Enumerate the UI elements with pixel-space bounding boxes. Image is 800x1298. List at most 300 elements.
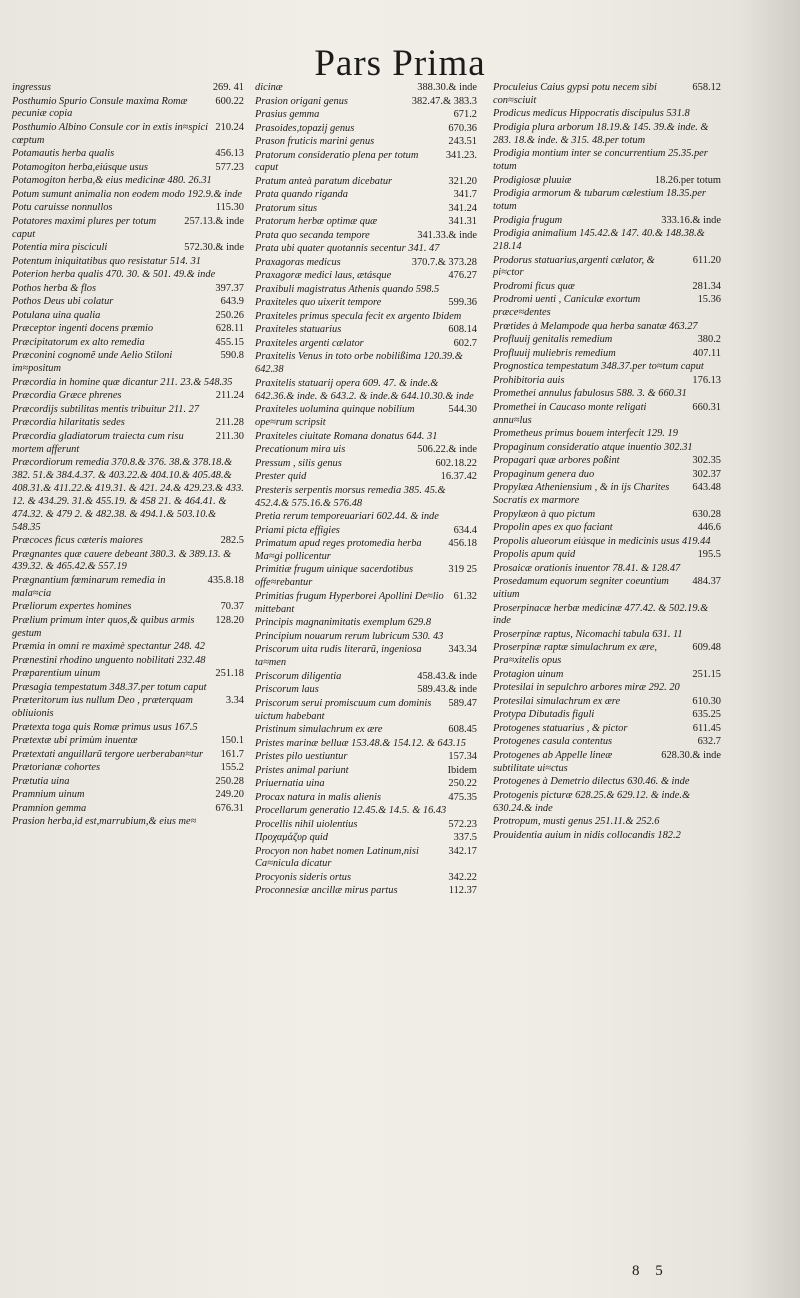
entry-text: Protypa Dibutadis figuli [493,709,595,721]
entry-text: Προχαμάζυρ quid [255,832,328,844]
page-reference: 630.28 [692,508,721,520]
entry-text: Propolis apum quid [493,549,576,561]
index-entry [255,684,477,697]
folio-number: 8 5 [632,1263,669,1279]
index-entry [12,735,244,748]
page-reference: 608.45 [448,724,477,736]
entry-text: Prasoides,topazij genus [255,122,355,134]
page-reference: 380.2 [697,334,721,346]
index-entry [493,321,721,334]
index-entry [493,188,721,214]
entry-text: Propylæa Atheniensium , & in ijs Charites Socratis ex marmore [493,482,670,507]
entry-text: Prodromi uenti , Caniculæ exortum præce≈dentes [493,294,641,319]
entry-text: Protogenes ab Appelle lineæ subtilitate ui≈ctus [493,749,613,774]
index-entry [493,576,721,602]
index-entry [255,243,477,256]
index-entry [12,242,244,255]
index-entry [255,846,477,872]
page-reference: 211.28 [215,417,244,429]
index-entry [12,641,244,654]
page-reference: 435.8.18 [207,574,244,586]
index-entry [12,350,244,376]
index-entry [12,803,244,816]
page-reference: 456.13 [215,148,244,160]
entry-text: Pristes pilo uestiuntur [255,751,348,763]
entry-text: Promethei annulus fabulosus 588. 3. & 660.31 [493,388,687,400]
page-reference: 602.18.22 [435,457,477,469]
page-reference: 634.4 [453,524,477,536]
entry-text: Pristinum simulachrum ex ære [255,724,383,736]
index-entry [12,695,244,721]
index-entry [255,617,477,630]
entry-text: Precationum mira uis [255,444,346,456]
index-entry [493,148,721,174]
entry-text: Prognostica tempestatum 348.37.per to≈tum caput [493,361,704,373]
page-reference: 676.31 [215,802,244,814]
index-entry [255,297,477,310]
page-reference: 608.14 [448,324,477,336]
index-entry [493,723,721,736]
index-entry [12,390,244,403]
entry-text: Propolis alueorum eiúsque in medicinis usus 419.44 [493,535,711,547]
entry-text: Pothos Deus ubi colatur [12,296,114,308]
entry-text: Prægnantes quæ cauere debeant 380.3. & 389.13. & 439.32. & 465.42.& 557.19 [12,548,232,573]
entry-text: Prasion origani genus [255,95,348,107]
index-entry [493,108,721,121]
page-reference: 243.51 [448,136,477,147]
index-entry [12,668,244,681]
entry-text: Pratorum consideratio plena per totum caput [255,149,419,174]
entry-text: Pothos herba & flos [12,282,96,294]
entry-text: Prohibitoria auis [493,374,565,386]
entry-text: Praxibuli magistratus Athenis quando 598.5 [255,283,440,295]
page-reference: 16.37.42 [440,471,477,483]
index-entry [255,404,477,430]
index-entry [12,269,244,282]
entry-text: Procyonis sideris ortus [255,871,352,883]
entry-text: Præcordiorum remedia 370.8.& 376. 38.& 378.18.& 382. 51.& 384.4.37. & 403.22.& 404.10.& 405.48.& 408.31.& 411.22.& 419.31. & 421. 24.& 429.23.& 433. 12. & 434.29. 31.& 455.19. & 458 21. & 464.41. & 474.32. & 479 2. & 482.38. & 494.1.& 503.10.& 548.35 [12,457,244,533]
index-entry [493,469,721,482]
entry-text: Potamogiton herba,& eius medicinæ 480. 26.31 [12,175,212,187]
index-entry [255,150,477,176]
page-reference: 670.36 [448,122,477,134]
entry-text: Prason fruticis marini genus [255,136,375,147]
index-entry [255,431,477,444]
entry-text: Promethei in Caucaso monte religati annu≈lus [493,401,647,426]
page-reference: 342.22 [448,871,477,883]
entry-text: Potu caruisse nonnullos [12,202,113,214]
page-reference: 281.34 [692,280,721,292]
page-reference: 600.22 [215,95,244,107]
entry-text: Protesilai simulachrum ex ære [493,695,621,707]
index-entry [255,805,477,818]
index-entry [493,334,721,347]
page-reference: Ibidem [447,764,477,776]
entry-text: Potulana uina qualia [12,309,101,321]
entry-text: Præparentium uinum [12,668,101,680]
entry-text: Proculeius Caius gypsi potu necem sibi con≈sciuit [493,82,657,106]
entry-text: Prouidentia auium in nidis collocandis 182.2 [493,829,681,841]
entry-text: Præsagia tempestatum 348.37.per totum caput [12,681,207,693]
index-entry [12,310,244,323]
index-entry [493,175,721,188]
page-reference: 342.17 [448,845,477,857]
entry-text: Prætexta toga quis Romæ primus usus 167.5 [12,721,198,733]
index-entry [12,96,244,122]
entry-text: Prodigia frugum [493,214,563,226]
index-entry [12,283,244,296]
entry-text: Prodigia montium inter se concurrentium 25.35.per totum [493,148,708,173]
entry-text: Præcoces ficus cæteris maiores [12,535,143,547]
entry-text: Prata ubi quater quotannis secentur 341. 47 [255,243,440,255]
entry-text: Prosedamum equorum segniter coeuntium uitium [493,576,669,601]
page-reference: 150.1 [220,735,244,747]
page-reference: 343.34 [448,644,477,656]
page-reference: 341.31 [448,216,477,228]
page-reference: 506.22.& inde [417,444,477,456]
page-reference: 544.30 [448,404,477,416]
page-reference: 643.48 [692,482,721,494]
index-entry [255,230,477,243]
index-entry [12,749,244,762]
page-reference: 484.37 [692,576,721,588]
page-reference: 161.7 [220,748,244,760]
page-reference: 157.34 [448,751,477,763]
page-reference: 3.34 [225,695,244,707]
entry-text: Præteritorum ius nullum Deo , præterquam obliuionis [12,695,193,720]
page-reference: 446.6 [697,522,721,534]
index-entry [493,375,721,388]
entry-text: Procyon non habet nomen Latinum,nisi Ca≈nicula dicatur [255,845,419,870]
index-entry [493,482,721,508]
entry-text: Prænestini rhodino unguento nobilitati 232.48 [12,654,206,666]
entry-text: Potentia mira pisciculi [12,242,108,254]
page-reference: 475.35 [448,791,477,803]
index-entry [12,189,244,202]
index-entry [493,82,721,108]
index-entry [255,698,477,724]
index-entry [493,816,721,829]
entry-text: Præcordia gladiatorum traiecta cum risu mortem afferunt [12,430,184,455]
index-entry [493,549,721,562]
entry-text: Praxagoræ medici laus, ætásque [255,270,392,282]
page-reference: 176.13 [692,374,721,386]
page-reference: 632.7 [697,736,721,748]
index-entry [255,872,477,885]
index-entry [255,525,477,538]
index-entry [12,162,244,175]
index-entry [12,377,244,390]
index-entry [255,338,477,351]
entry-text: Protogenes statuarius , & pictor [493,722,628,734]
page-reference: 341.7 [453,189,477,201]
index-entry [12,789,244,802]
entry-text: Præcordia hilaritatis sedes [12,417,125,429]
entry-text: Priscorum laus [255,684,319,696]
page-reference: 628.30.& inde [661,749,721,761]
index-entry [12,216,244,242]
page-reference: 388.30.& inde [417,82,477,93]
index-entry [255,203,477,216]
page-reference: 397.37 [215,282,244,294]
page-reference: 611.45 [692,722,721,734]
page-reference: 635.25 [692,709,721,721]
entry-text: Potatores maximi plures per totum caput [12,215,157,240]
entry-text: Prætextæ ubi primùm inuentæ [12,735,138,747]
index-entry [12,148,244,161]
page-reference: 572.23 [448,818,477,830]
index-entry [12,256,244,269]
entry-text: Pratorum herbæ optimæ quæ [255,216,378,228]
entry-text: Proserpinacæ herbæ medicinæ 477.42. & 502.19.& inde [493,602,709,627]
index-entry [255,189,477,202]
page-reference: 337.5 [453,832,477,844]
index-entry [255,471,477,484]
entry-text: Propaginum consideratio atque inuentio 302.31 [493,441,693,453]
entry-text: Potentum iniquitatibus quo resistatur 514. 31 [12,255,201,267]
index-entry [493,750,721,776]
index-entry [493,776,721,789]
index-entry [255,176,477,189]
entry-text: Posthumio Albino Consule cor in extis in≈spici cœptum [12,121,208,146]
entry-text: Profluuij genitalis remedium [493,334,613,346]
page-reference: 302.37 [692,468,721,480]
index-entry [12,601,244,614]
entry-text: Principis magnanimitatis exemplum 629.8 [255,617,432,629]
page-reference: 341.24 [448,202,477,214]
entry-text: ingressus [12,82,51,93]
entry-text: Prætutia uina [12,775,70,787]
index-column-3 [493,82,721,843]
index-entry [12,82,244,95]
page-reference: 269. 41 [212,82,244,93]
entry-text: Profluuij muliebris remedium [493,347,616,359]
entry-text: Præcordia in homine quæ dicantur 211. 23.& 548.35 [12,376,233,388]
index-entry [12,762,244,775]
entry-text: Propylæon à quo pictum [493,508,596,520]
page-reference: 476.27 [448,270,477,282]
entry-text: Pratorum situs [255,202,318,214]
index-column-2 [255,82,477,899]
entry-text: Propolin apes ex quo faciant [493,522,613,534]
index-entry [493,428,721,441]
index-entry [255,738,477,751]
entry-text: Præmia in omni re maximè spectantur 248. 42 [12,641,205,653]
page-reference: 251.18 [215,668,244,680]
entry-text: Præceptor ingenti docens præmio [12,323,154,335]
entry-text: Prata quando riganda [255,189,348,201]
entry-text: Prætorianæ cohortes [12,762,101,774]
index-entry [255,564,477,590]
index-entry [255,311,477,324]
index-entry [493,122,721,148]
index-entry [255,591,477,617]
entry-text: Primitiæ frugum uinique sacerdotibus offe≈rebantur [255,564,414,589]
index-entry [255,751,477,764]
page-reference: 407.11 [692,347,721,359]
index-entry [493,709,721,722]
index-entry [12,549,244,575]
page-reference: 249.20 [215,789,244,801]
page-reference: 572.30.& inde [184,242,244,254]
entry-text: Procellis nihil uiolentius [255,818,358,830]
entry-text: Poterion herba qualis 470. 30. & 501. 49.& inde [12,269,216,281]
index-entry [12,431,244,457]
index-entry [12,682,244,695]
index-entry [493,228,721,254]
index-entry [255,792,477,805]
entry-text: Prometheus primus bouem interfecit 129. 19 [493,428,678,440]
entry-text: Praxitelis statuarij opera 609. 47. & inde.& 642.36.& inde. & 643.2. & inde.& 644.10.30.& inde [255,377,474,402]
entry-text: Præcordijs subtilitas mentis tribuitur 211. 27 [12,403,200,415]
entry-text: Priami picta effigies [255,524,340,536]
index-entry [12,457,244,534]
page-reference: 628.11 [215,323,244,335]
index-entry [493,509,721,522]
index-entry [493,388,721,401]
entry-text: Praxiteles ciuitate Romana donatus 644. 31 [255,430,438,442]
index-entry [255,671,477,684]
index-entry [255,724,477,737]
index-entry [12,575,244,601]
entry-text: Potamogiton herba,eiúsque usus [12,161,148,173]
page-reference: 70.37 [220,601,244,613]
page-reference: 658.12 [692,82,721,93]
index-entry [12,535,244,548]
index-entry [493,696,721,709]
index-entry [493,790,721,816]
page-reference: 341.33.& inde [417,229,477,241]
entry-text: Pristes animal pariunt [255,764,349,776]
index-entry [493,522,721,535]
entry-text: Prata quo secanda tempore [255,229,370,241]
page-reference: 112.37 [448,885,477,897]
index-entry [12,122,244,148]
page-reference: 660.31 [692,401,721,413]
index-entry [12,202,244,215]
page-reference: 671.2 [453,109,477,120]
entry-text: Procellarum generatio 12.45.& 14.5. & 16.43 [255,805,447,817]
entry-text: Potamautis herba qualis [12,148,115,160]
page-reference: 589.43.& inde [417,684,477,696]
entry-text: Prætextati anguillarũ tergore uerberaban≈tur [12,748,204,760]
page-reference: 302.35 [692,455,721,467]
page-reference: 211.30 [215,430,244,442]
page-reference: 195.5 [697,549,721,561]
index-entry [12,615,244,641]
entry-text: Protogenis picturæ 628.25.& 629.12. & inde.& 630.24.& inde [493,789,691,814]
index-entry [12,296,244,309]
entry-text: Primitias frugum Hyperborei Apollini De≈lio mittebant [255,590,444,615]
page-reference: 611.20 [692,254,721,266]
index-entry [493,442,721,455]
index-entry [255,485,477,511]
page-reference: 115.30 [215,202,244,214]
entry-text: Pretia rerum temporeuariari 602.44. & inde [255,511,439,523]
entry-text: Principium nouarum rerum lubricum 530. 43 [255,630,444,642]
index-entry [255,444,477,457]
entry-text: dicinæ [255,82,283,93]
entry-text: Pristes marinæ belluæ 153.48.& 154.12. & 643.15 [255,737,466,749]
page-reference: 250.26 [215,309,244,321]
page-edge-shadow [740,0,800,1298]
entry-text: Praxiteles primus specula fecit ex argento Ibidem [255,310,462,322]
entry-text: Proserpinæ raptæ simulachrum ex ære, Pra≈xitelis opus [493,642,658,667]
page-reference: 61.32 [453,590,477,602]
index-entry [12,175,244,188]
index-entry [255,765,477,778]
index-entry [493,455,721,468]
index-entry [493,603,721,629]
index-entry [255,778,477,791]
page-reference: 643.9 [220,296,244,308]
page-reference: 382.47.& 383.3 [411,95,477,107]
index-entry [493,629,721,642]
index-entry [255,96,477,109]
index-entry [493,736,721,749]
index-entry [493,281,721,294]
entry-text: Prodigia plura arborum 18.19.& 145. 39.& inde. & 283. 18.& inde. & 315. 48.per totum [493,121,709,146]
entry-text: Prodigia armorum & tubarum cælestium 18.35.per totum [493,188,706,213]
entry-text: Pratum anteà paratum dicebatur [255,175,393,187]
entry-text: Presteris serpentis morsus remedia 385. 45.& 452.4.& 575.16.& 576.48 [255,484,446,509]
entry-text: Prodicus medicus Hippocratis discipulus 531.8 [493,108,690,120]
entry-text: Priscorum uita rudis literarũ, ingeniosa ta≈men [255,644,422,669]
index-entry [255,885,477,898]
page-reference: 211.24 [215,390,244,402]
page-reference: 128.20 [215,614,244,626]
entry-text: Propagari quæ arbores poßint [493,455,620,467]
index-entry [12,722,244,735]
entry-text: Praxitelis Venus in toto orbe nobilißima 120.39.& 642.38 [255,351,463,376]
page-reference: 577.23 [215,161,244,173]
entry-text: Præconini cognomẽ unde Aelio Stiloni im≈positum [12,350,173,375]
entry-text: Prægnantium fœminarum remedia in mala≈cia [12,574,166,599]
entry-text: Propaginum genera duo [493,468,595,480]
index-entry [493,536,721,549]
index-entry [493,669,721,682]
entry-text: Prodorus statuarius,argenti cælator, & pi≈ctor [493,254,655,279]
entry-text: Prælium primum inter quos,& quibus armis gestum [12,614,195,639]
page-reference: 455.15 [215,336,244,348]
page-reference: 319 25 [448,564,477,576]
index-entry [255,136,477,149]
entry-text: Prodigiosæ pluuiæ [493,174,572,186]
entry-text: Prosaicæ orationis inuentor 78.41. & 128.47 [493,562,681,574]
index-entry [255,511,477,524]
entry-text: Proserpinæ raptus, Nicomachi tabula 631. 11 [493,628,683,640]
index-entry [255,458,477,471]
entry-text: Praxagoras medicus [255,256,341,268]
entry-text: Pressum , silis genus [255,457,342,469]
index-entry [493,361,721,374]
page-title: Pars Prima [314,43,486,84]
index-entry [255,538,477,564]
page-reference: 210.24 [215,121,244,133]
index-entry [12,417,244,430]
page-reference: 602.7 [453,337,477,349]
index-entry [255,284,477,297]
page-reference: 321.20 [448,175,477,187]
page-reference: 282.5 [220,535,244,547]
index-entry [493,642,721,668]
entry-text: Procax natura in malis alienis [255,791,382,803]
index-entry [255,324,477,337]
index-entry [255,82,477,95]
page-reference: 590.8 [220,350,244,362]
entry-text: Praxiteles argenti cælator [255,337,364,349]
index-entry [12,816,244,829]
